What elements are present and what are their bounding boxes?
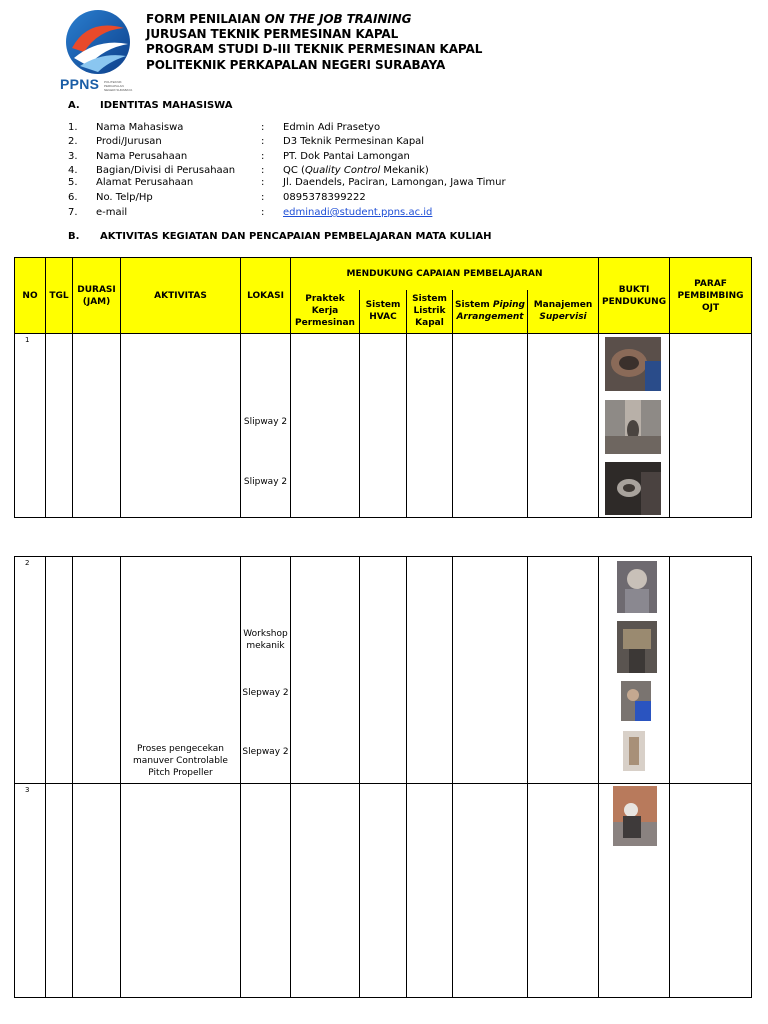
header-line-4: POLITEKNIK PERKAPALAN NEGERI SURABAYA: [146, 57, 446, 72]
col-praktek: Praktek Kerja Permesinan: [291, 290, 360, 334]
evidence-photo[interactable]: [605, 462, 661, 515]
col-aktivitas: AKTIVITAS: [121, 258, 241, 334]
activity-table-continued: [14, 556, 752, 998]
email-link[interactable]: edminadi@student.ppns.ac.id: [283, 207, 433, 218]
evidence-photo[interactable]: [605, 337, 661, 391]
row-number: 3: [15, 784, 46, 998]
evidence-photo[interactable]: [623, 731, 645, 771]
evidence-photo[interactable]: [617, 561, 657, 613]
lokasi-entry: Slipway 2: [243, 477, 288, 487]
col-lokasi: LOKASI: [241, 258, 291, 334]
logo-subtitle: POLITEKNIK PERKAPALAN NEGERI SURABAYA: [104, 80, 133, 92]
header-line-2: JURUSAN TEKNIK PERMESINAN KAPAL: [146, 27, 399, 42]
table-row: [15, 334, 752, 518]
lokasi-entry: Slepway 2: [242, 688, 289, 698]
col-mendukung: MENDUKUNG CAPAIAN PEMBELAJARAN: [291, 258, 599, 290]
table-row: [15, 557, 752, 784]
lokasi-entry: Workshop mekanik: [243, 629, 288, 651]
evidence-photo[interactable]: [621, 681, 651, 721]
evidence-photo[interactable]: [613, 786, 657, 846]
header-line-3: PROGRAM STUDI D-III TEKNIK PERMESINAN KAPAL: [146, 42, 483, 57]
activity-table: [14, 257, 752, 518]
lokasi-entry: Slipway 2: [243, 417, 288, 427]
form-header: [146, 12, 482, 73]
col-manajemen: Manajemen Supervisi: [528, 290, 599, 334]
header-line-1: FORM PENILAIAN ON THE JOB TRAINING: [146, 12, 412, 26]
row-number: 2: [15, 557, 46, 784]
col-paraf: PARAF PEMBIMBING OJT: [670, 258, 752, 334]
row-lokasi: [241, 557, 291, 784]
table-row: [15, 784, 752, 998]
col-hvac: Sistem HVAC: [360, 290, 407, 334]
col-durasi: DURASI (JAM): [73, 258, 121, 334]
evidence-photos: [599, 784, 670, 998]
evidence-photo[interactable]: [617, 621, 657, 673]
row-lokasi: [241, 334, 291, 518]
lokasi-entry: Slepway 2: [242, 747, 289, 757]
evidence-photos: [599, 557, 670, 784]
col-no: NO: [15, 258, 46, 334]
evidence-photos: [599, 334, 670, 518]
evidence-photo[interactable]: [605, 400, 661, 454]
col-tgl: TGL: [46, 258, 73, 334]
row-number: 1: [15, 334, 46, 518]
row-aktivitas: [121, 557, 241, 784]
logo-text: PPNS: [60, 76, 100, 92]
col-bukti: BUKTI PENDUKUNG: [599, 258, 670, 334]
col-listrik: Sistem Listrik Kapal: [407, 290, 453, 334]
col-piping: Sistem Piping Arrangement: [453, 290, 528, 334]
aktivitas-text: Proses pengecekan manuver Controlable Pitch Propeller: [133, 744, 228, 778]
